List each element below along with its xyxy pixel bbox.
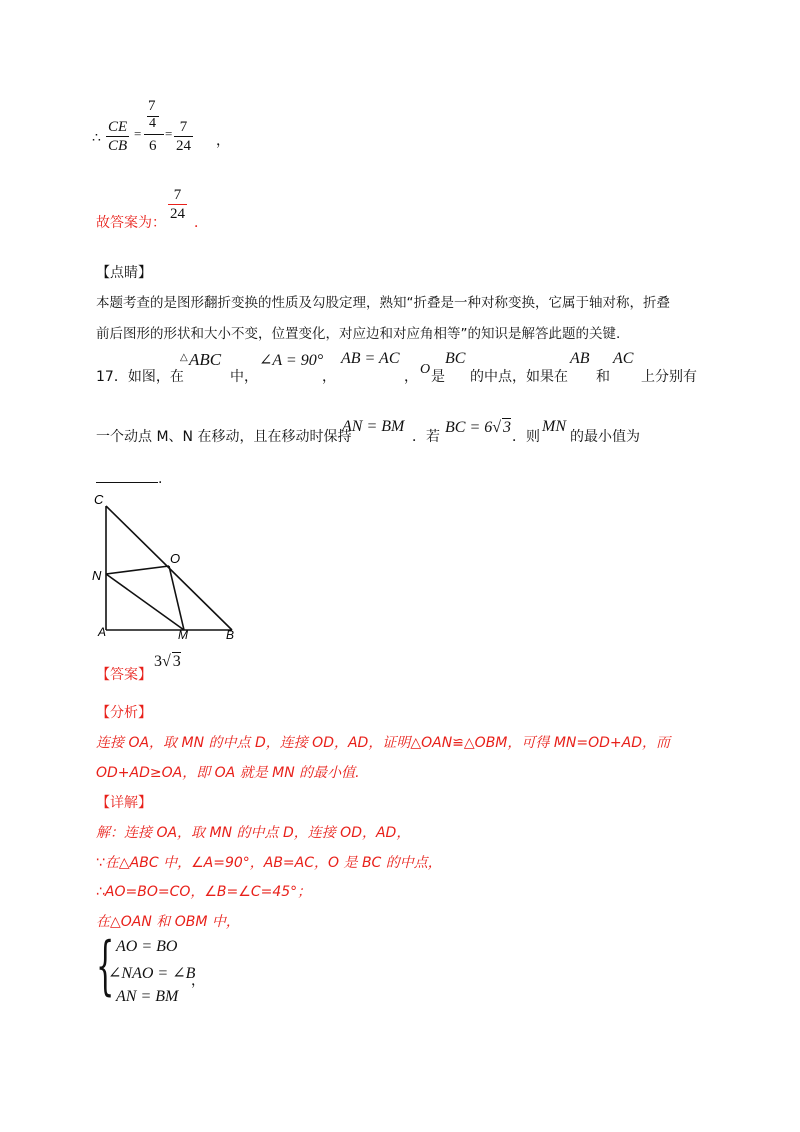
bc-label: BC [445,350,466,367]
answer-heading: 【答案】 [96,667,152,683]
system-eq-1: AO = BO [116,938,178,955]
detail-heading: 【详解】 [96,795,152,811]
abc-label: ABC [189,350,222,369]
segment-no [106,566,169,574]
equation-system [96,929,236,1012]
comma-1: ， [322,369,336,385]
detail-line-3: ∴AO=BO=CO，∠B=∠C=45°； [96,884,312,900]
label-o: O [170,551,181,566]
comma-2: ， [404,369,418,385]
answer-suffix: ． [194,215,208,231]
each-text: 上分别有 [641,369,697,385]
problem-line-2 [96,414,716,454]
ab-equals-ac: AB = AC [341,350,400,367]
triangle-figure [88,490,248,640]
he-text: 和 [596,369,610,385]
shi-text: 是 [431,369,445,385]
an-equals-bm: AN = BM [342,418,405,435]
answer-blank [96,468,162,487]
analysis-line-1: 连接 OA，取 MN 的中点 D，连接 OD，AD，证明△OAN≌△OBM，可得 MN=OD+AD，而 [96,735,670,751]
bc-equation: BC = 6√ 3 [445,419,512,436]
zhong-text: 中， [230,369,258,385]
problem-line-1 [96,350,716,390]
problem-number: 17．如图，在 [96,369,184,385]
left-brace: { [96,929,115,1003]
analysis-line-2: OD+AD≥OA，即 OA 就是 MN 的最小值. [96,765,360,781]
comment-line-1: 本题考查的是图形翻折变换的性质及勾股定理，熟知“折叠是一种对称变换，它属于轴对称，折叠 [96,295,670,311]
label-n: N [92,568,102,583]
angle-a-equation: ∠A = 90° [259,352,324,369]
system-comma: ， [191,973,205,989]
label-b: B [226,628,235,640]
detail-line-2: ∵在△ABC 中，∠A=90°，AB=AC，O 是 BC 的中点， [96,855,442,871]
moving-points-text: 一个动点 M、N 在移动，且在移动时保持 [96,429,352,445]
ce-over-cb-fraction: $\frac{CE}{CB}$ [108,119,128,154]
ab-label: AB [570,350,590,367]
comment-line-2: 前后图形的形状和大小不变，位置变化，对应边和对应角相等”的知识是解答此题的关键. [96,326,621,342]
min-value-text: 的最小值为 [570,429,640,445]
mn-label: MN [542,418,566,435]
label-m: M [178,628,188,640]
ac-label: AC [613,350,634,367]
comment-heading: 【点睛】 [96,265,152,281]
therefore-symbol: ∴ [92,131,101,146]
formula-comma: ， [216,133,230,149]
point-o: O [420,362,431,377]
label-a: A [98,625,107,639]
system-eq-3: AN = BM [116,988,179,1005]
detail-line-4: 在△OAN 和 OBM 中， [96,914,240,930]
blank-underline [96,468,158,483]
label-c: C [94,492,104,507]
seven-over-24-fraction: $\frac{7}{24}$ [176,119,191,154]
ruo-text: ．若 [412,429,440,445]
answer-value: 3√ 3 [154,653,181,670]
inner-small-bar [147,116,159,117]
detail-line-1: 解：连接 OA，取 MN 的中点 D，连接 OD，AD， [96,825,411,841]
equals-sign-1: = [134,126,142,141]
inner-mid-four: 4 [149,116,156,131]
inner-fraction-bar [144,134,164,135]
blank-period: . [158,471,163,487]
inner-den-six: 6 [149,138,157,154]
answer-fraction: $\frac{7}{24}$ [170,187,185,222]
equals-sign-2: = [165,126,173,141]
system-eq-2: ∠NAO = ∠B [108,965,196,982]
inner-top-seven: 7 [148,98,156,114]
analysis-heading: 【分析】 [96,705,152,721]
answer-prefix: 故答案为： [96,215,166,231]
ze-text: ．则 [512,429,540,445]
midpoint-text: 的中点，如果在 [470,369,568,385]
triangle-symbol: △ [180,352,188,363]
